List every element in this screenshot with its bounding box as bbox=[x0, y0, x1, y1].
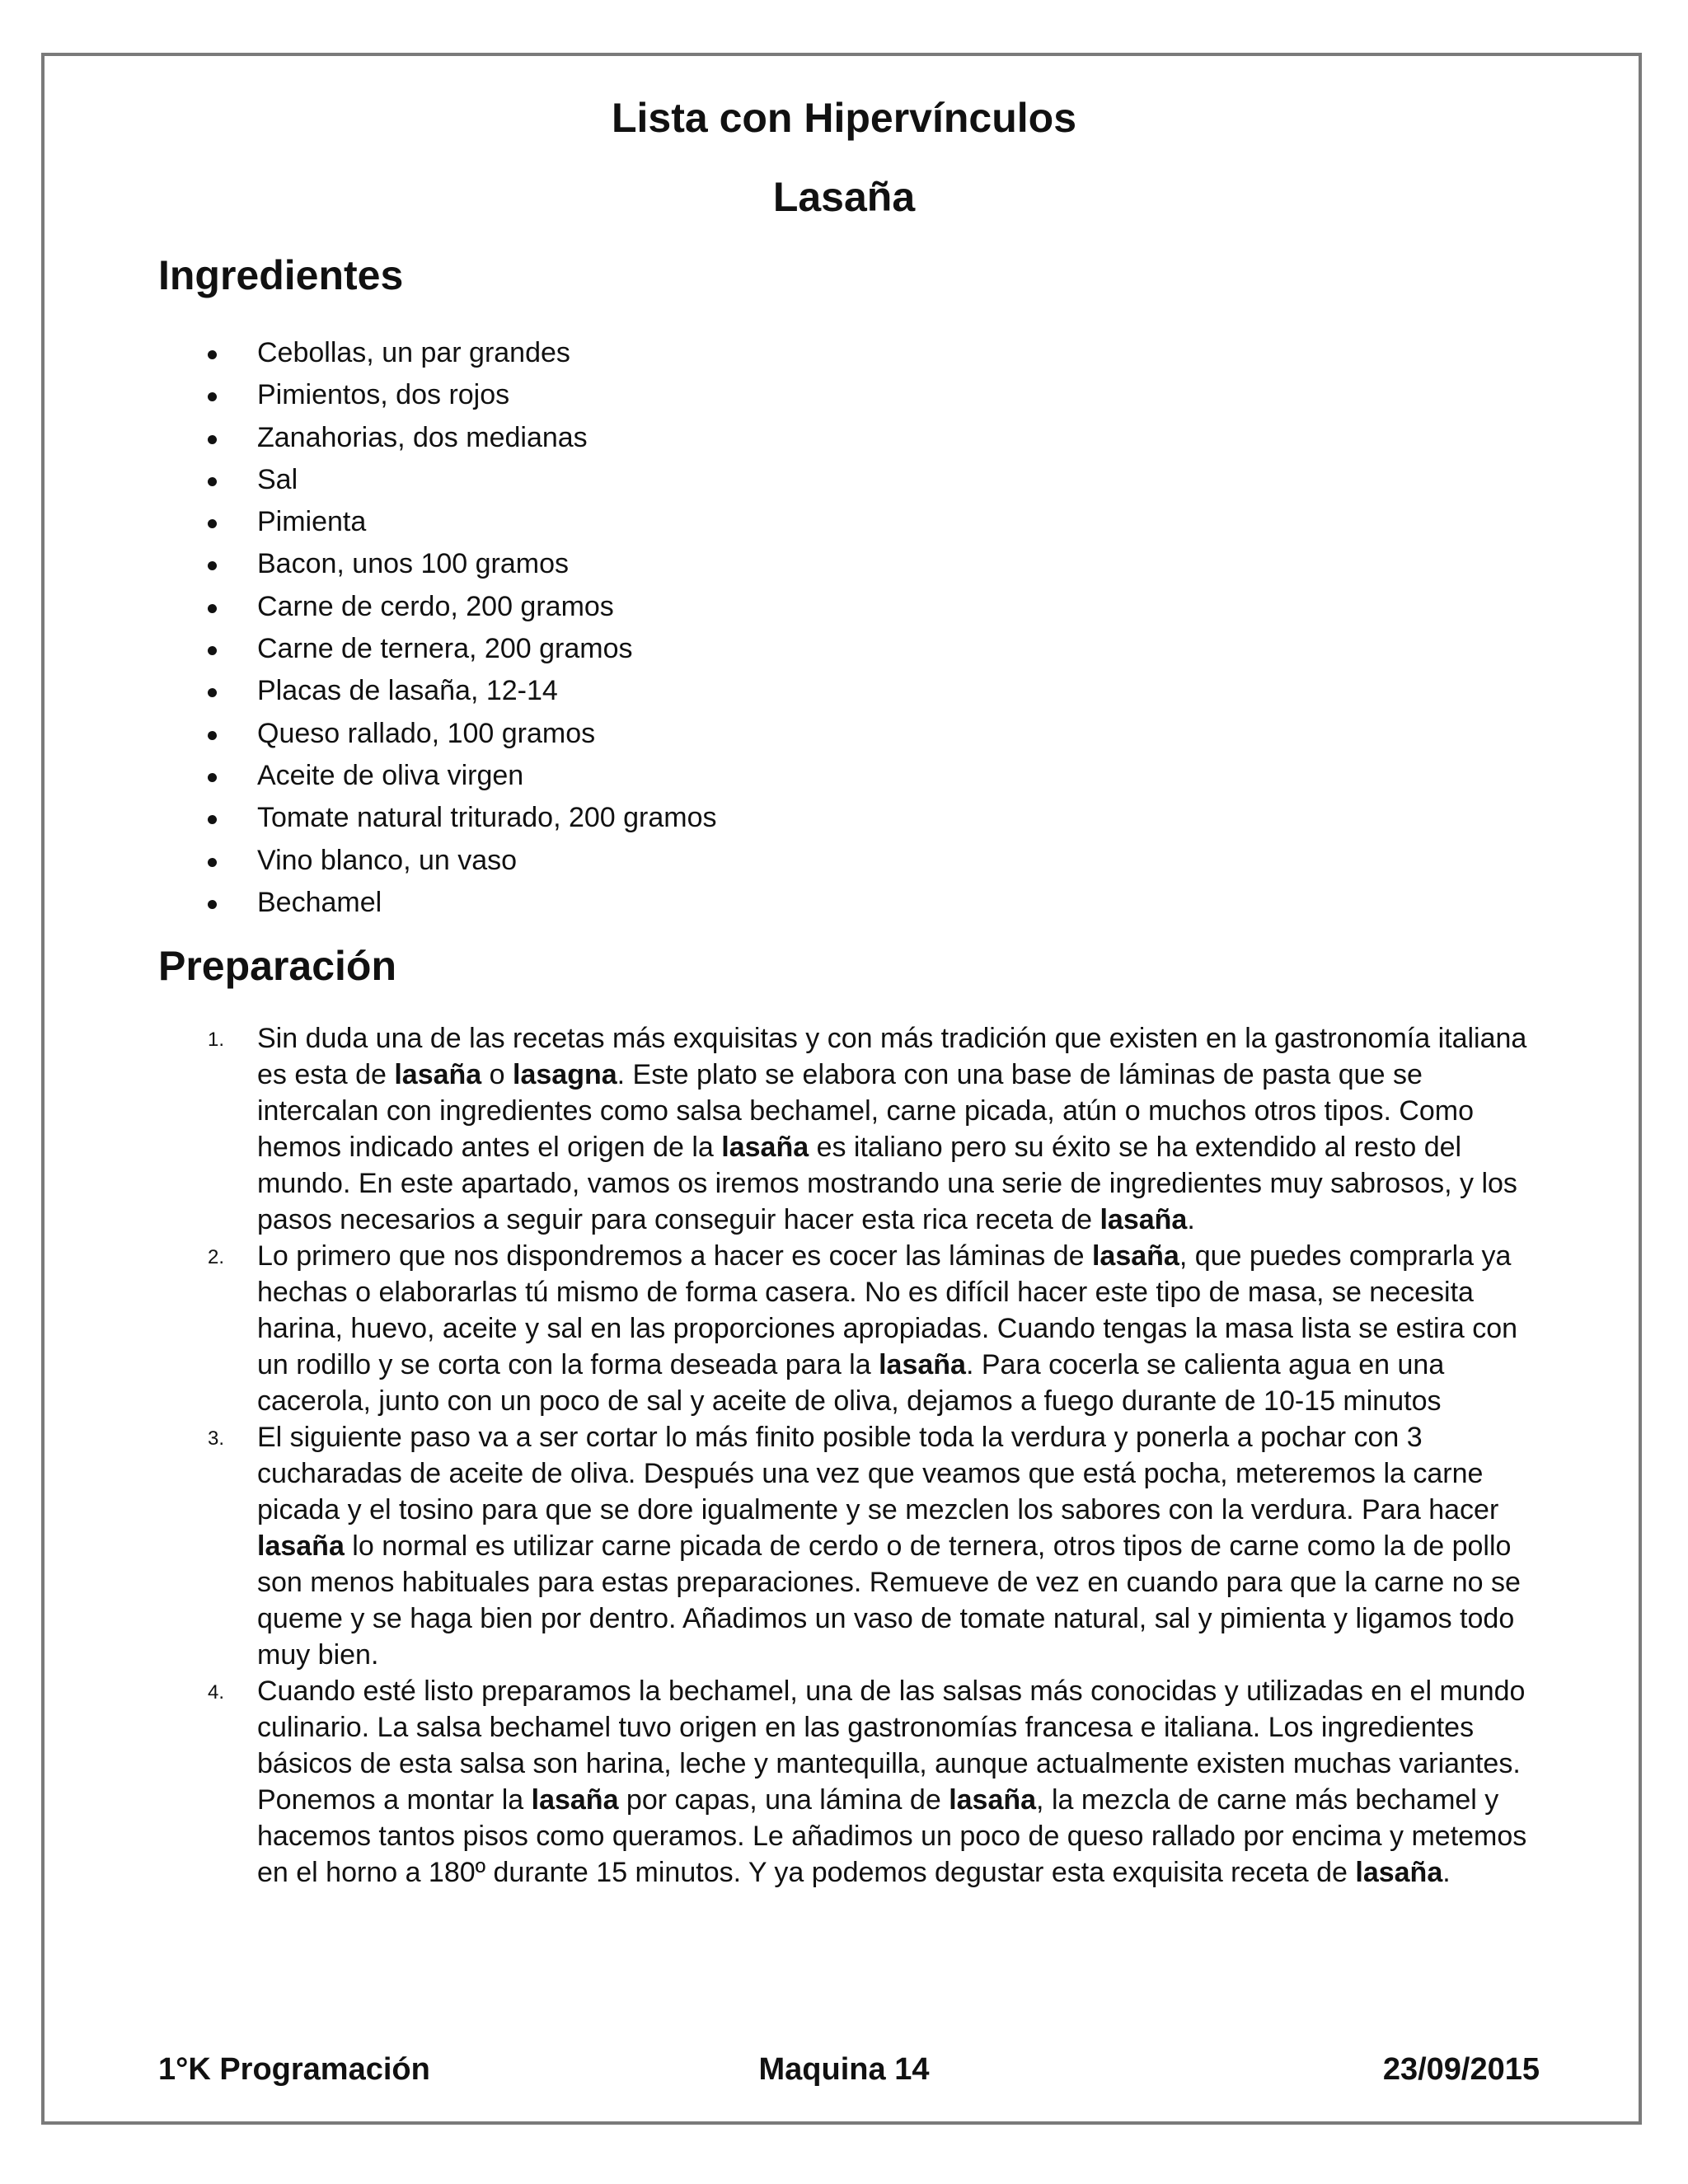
footer-date: 23/09/2015 bbox=[1382, 2052, 1540, 2087]
bullet-icon bbox=[208, 858, 217, 867]
ingredient-text: Pimienta bbox=[257, 506, 367, 538]
recipe-title: Lasaña bbox=[772, 174, 916, 220]
bold-term: lasaña bbox=[1091, 1240, 1179, 1272]
footer-machine: Maquina 14 bbox=[758, 2052, 930, 2087]
ingredient-text: Carne de ternera, 200 gramos bbox=[257, 633, 633, 665]
ingredient-text: Carne de cerdo, 200 gramos bbox=[257, 590, 614, 622]
ingredient-item bbox=[158, 797, 1559, 839]
step-number: 2. bbox=[208, 1246, 225, 1268]
ingredient-item bbox=[158, 586, 1559, 628]
preparation-step bbox=[158, 1419, 1543, 1673]
bullet-icon bbox=[208, 604, 217, 613]
ingredient-text: Pimientos, dos rojos bbox=[257, 379, 510, 411]
bold-term: lasaña bbox=[721, 1132, 809, 1163]
ingredient-item bbox=[158, 670, 1559, 712]
step-text: es italiano pero su éxito se ha extendido al resto del mundo. En este apartado, vamos os iremos mostrando una serie de ingredientes muy sabrosos, y los pasos necesarios a seguir para conseguir hacer esta rica receta de bbox=[257, 1132, 1517, 1235]
bold-term: lasaña bbox=[531, 1784, 619, 1816]
ingredient-item bbox=[158, 840, 1559, 882]
ingredient-item bbox=[158, 374, 1559, 416]
bullet-icon bbox=[208, 815, 217, 824]
ingredient-item bbox=[158, 628, 1559, 670]
ingredient-text: Vino blanco, un vaso bbox=[257, 844, 518, 876]
ingredient-text: Aceite de oliva virgen bbox=[257, 759, 524, 791]
ingredient-item bbox=[158, 459, 1559, 501]
bullet-icon bbox=[208, 646, 217, 655]
preparation-step bbox=[158, 1238, 1543, 1419]
ingredient-text: Tomate natural triturado, 200 gramos bbox=[257, 802, 717, 834]
bold-term: lasaña bbox=[394, 1059, 482, 1090]
document-title: Lista con Hipervínculos bbox=[611, 95, 1076, 141]
bold-term: lasaña bbox=[1100, 1204, 1188, 1235]
ingredient-text: Sal bbox=[257, 463, 298, 495]
step-number: 3. bbox=[208, 1427, 225, 1450]
bullet-icon bbox=[208, 773, 217, 782]
step-text: lo normal es utilizar carne picada de cerdo o de ternera, otros tipos de carne como la de pollo son menos habituales para estas preparaciones. Remueve de vez en cuando para que la carne no se queme y se haga bien por dentro. Añadimos un vaso de tomate natural, sal y pimienta y ligamos todo muy bien. bbox=[257, 1530, 1521, 1671]
footer-course: 1°K Programación bbox=[158, 2052, 430, 2087]
bullet-icon bbox=[208, 731, 217, 740]
bullet-icon bbox=[208, 392, 217, 401]
step-text: , que puedes comprarla ya hechas o elaborarlas tú mismo de forma casera. No es difícil hacer este tipo de masa, se necesita harina, huevo, aceite y sal en las proporciones apropiadas. Cuando tengas la masa lista se estira con un rodillo y se corta con la forma deseada para la bbox=[257, 1240, 1518, 1380]
ingredient-text: Zanahorias, dos medianas bbox=[257, 421, 588, 453]
ingredient-text: Cebollas, un par grandes bbox=[257, 337, 570, 368]
bullet-icon bbox=[208, 900, 217, 909]
bold-term: lasaña bbox=[257, 1530, 345, 1562]
bullet-icon bbox=[208, 350, 217, 359]
preparation-heading: Preparación bbox=[158, 943, 397, 989]
ingredient-text: Queso rallado, 100 gramos bbox=[257, 717, 596, 749]
ingredient-item bbox=[158, 882, 1559, 924]
bullet-icon bbox=[208, 561, 217, 570]
ingredients-heading: Ingredientes bbox=[158, 252, 404, 298]
step-text: Sin duda una de las recetas más exquisitas y con más tradición que existen en la gastronomía italiana es esta de bbox=[257, 1023, 1527, 1090]
ingredient-item bbox=[158, 755, 1559, 797]
step-text: o bbox=[481, 1059, 513, 1090]
preparation-step bbox=[158, 1673, 1543, 1891]
bold-term: lasaña bbox=[879, 1349, 966, 1380]
step-text: por capas, una lámina de bbox=[618, 1784, 950, 1816]
ingredient-item bbox=[158, 332, 1559, 374]
step-text: . Este plato se elabora con una base de láminas de pasta que se intercalan con ingredientes como salsa bechamel, carne picada, atún o muchos otros tipos. Como hemos indicado antes el origen de la bbox=[257, 1059, 1475, 1163]
step-text: . bbox=[1442, 1857, 1451, 1888]
bullet-icon bbox=[208, 435, 217, 444]
preparation-steps bbox=[158, 1020, 1543, 1891]
ingredient-text: Bechamel bbox=[257, 886, 382, 918]
ingredient-item bbox=[158, 501, 1559, 543]
preparation-step bbox=[158, 1020, 1543, 1238]
step-text: . Para cocerla se calienta agua en una cacerola, junto con un poco de sal y aceite de oliva, dejamos a fuego durante de 10-15 minutos bbox=[257, 1349, 1445, 1417]
step-text: , la mezcla de carne más bechamel y hacemos tantos pisos como queramos. Le añadimos un poco de queso rallado por encima y metemos en el horno a 180º durante 15 minutos. Y ya podemos degustar esta exquisita receta de bbox=[257, 1784, 1527, 1888]
step-text: . bbox=[1187, 1204, 1195, 1235]
step-number: 1. bbox=[208, 1029, 225, 1051]
step-text: Lo primero que nos dispondremos a hacer es cocer las láminas de bbox=[257, 1240, 1092, 1272]
ingredients-list bbox=[158, 332, 1559, 924]
ingredient-item bbox=[158, 713, 1559, 755]
ingredient-text: Placas de lasaña, 12-14 bbox=[257, 675, 558, 707]
bullet-icon bbox=[208, 519, 217, 528]
ingredient-item bbox=[158, 417, 1559, 459]
step-number: 4. bbox=[208, 1681, 225, 1704]
step-text: Cuando esté listo preparamos la bechamel, una de las salsas más conocidas y utilizadas en el mundo culinario. La salsa bechamel tuvo origen en las gastronomías francesa e italiana. Los ingredientes básicos de esta salsa son harina, leche y mantequilla, aunque actualmente existen muchas variantes. Ponemos a montar la bbox=[257, 1675, 1526, 1816]
bold-term: lasagna bbox=[513, 1059, 617, 1090]
bullet-icon bbox=[208, 688, 217, 697]
bullet-icon bbox=[208, 477, 217, 486]
bold-term: lasaña bbox=[949, 1784, 1037, 1816]
ingredient-item bbox=[158, 543, 1559, 585]
ingredient-text: Bacon, unos 100 gramos bbox=[257, 548, 570, 580]
step-text: El siguiente paso va a ser cortar lo más finito posible toda la verdura y ponerla a pochar con 3 cucharadas de aceite de oliva. Después una vez que veamos que está pocha, meteremos la carne picada y el tosino para que se dore igualmente y se mezclen los sabores con la verdura. Para hacer bbox=[257, 1422, 1499, 1526]
bold-term: lasaña bbox=[1355, 1857, 1443, 1888]
